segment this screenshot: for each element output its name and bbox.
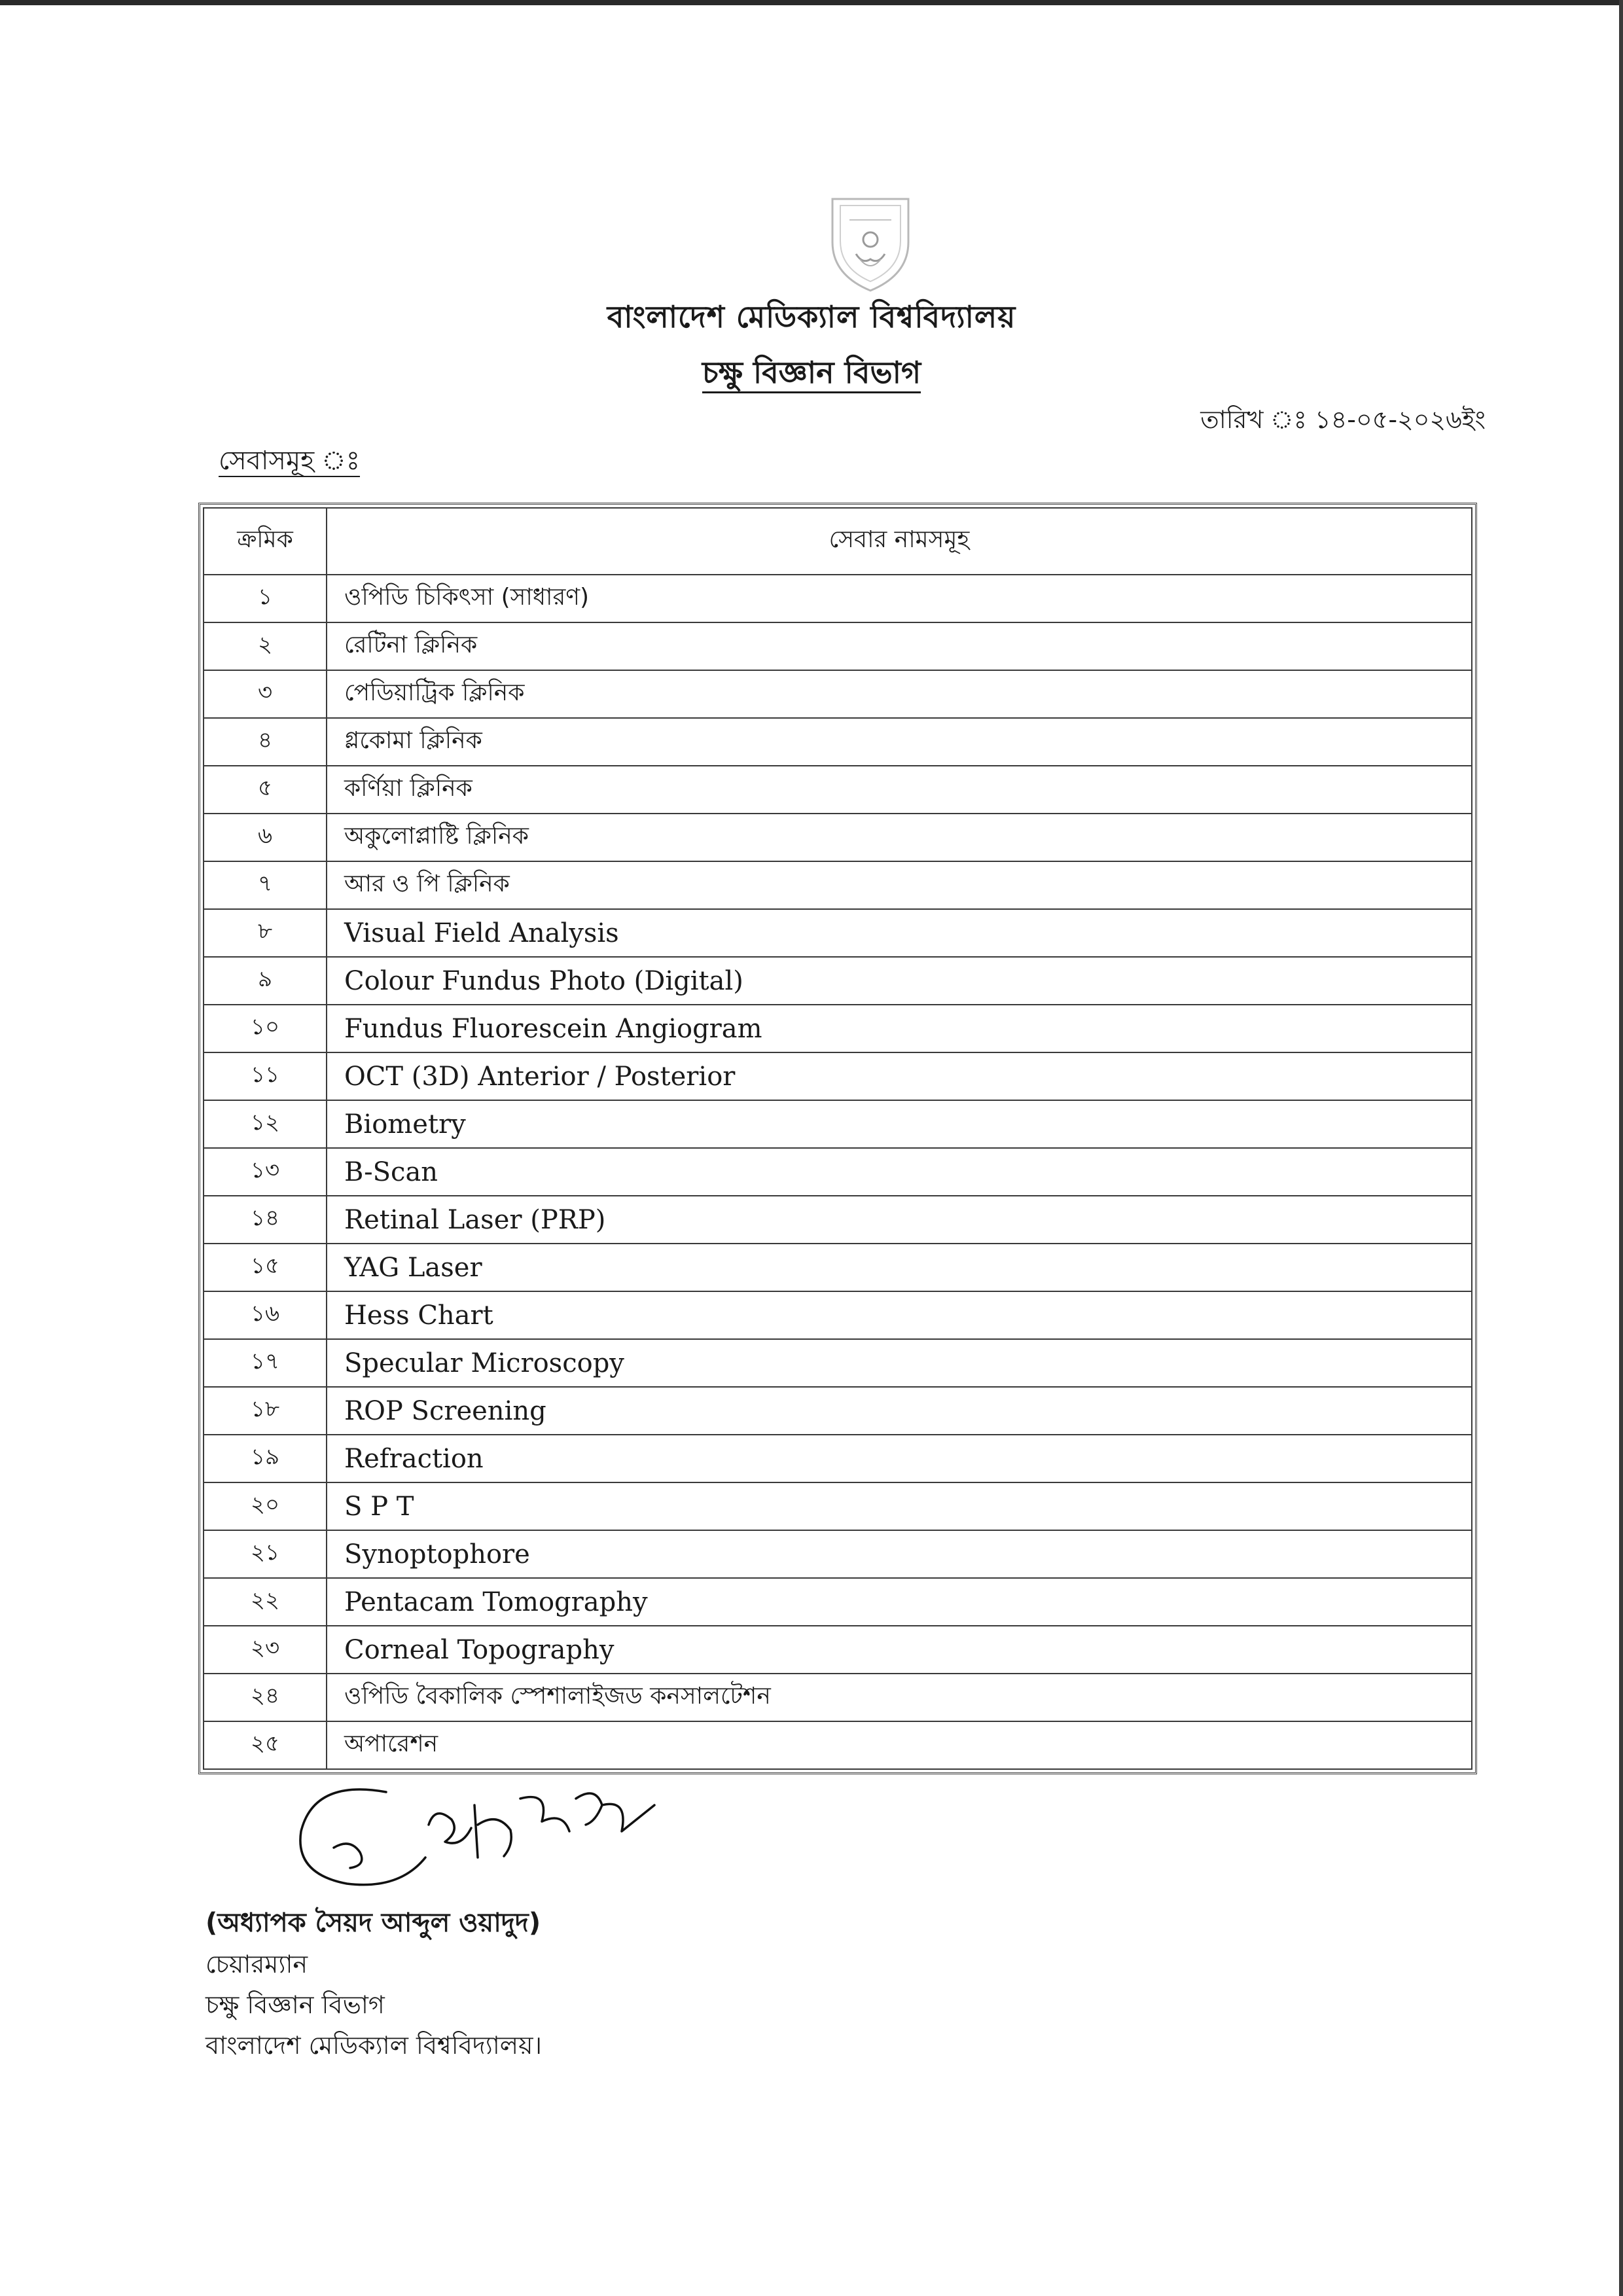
service-name: B-Scan — [327, 1148, 1472, 1196]
service-name: অপারেশন — [327, 1721, 1472, 1769]
table-row — [204, 1626, 1472, 1674]
service-name: ওপিডি বৈকালিক স্পেশালাইজড কনসালটেশন — [327, 1674, 1472, 1721]
service-name: অকুলোপ্লাষ্টি ক্লিনিক — [327, 814, 1472, 861]
service-name: Pentacam Tomography — [327, 1578, 1472, 1626]
service-name: গ্লকোমা ক্লিনিক — [327, 718, 1472, 766]
table-row — [204, 1674, 1472, 1721]
table-row — [204, 1435, 1472, 1482]
table-row — [204, 718, 1472, 766]
services-table — [203, 507, 1472, 1770]
service-name: Retinal Laser (PRP) — [327, 1196, 1472, 1244]
document-date: তারিখ ঃ ১৪-০৫-২০২৬ইং — [1200, 405, 1486, 434]
service-name: Specular Microscopy — [327, 1339, 1472, 1387]
service-serial: ১৪ — [204, 1196, 327, 1244]
university-crest-icon — [826, 191, 915, 296]
table-row — [204, 1291, 1472, 1339]
table-row — [204, 575, 1472, 622]
table-row — [204, 1339, 1472, 1387]
table-row — [204, 1244, 1472, 1291]
service-name-column-header: সেবার নামসমূহ — [327, 508, 1472, 575]
service-name: রেটিনা ক্লিনিক — [327, 622, 1472, 670]
signatory-name: (অধ্যাপক সৈয়দ আব্দুল ওয়াদুদ) — [205, 1908, 541, 1938]
service-name: ওপিডি চিকিৎসা (সাধারণ) — [327, 575, 1472, 622]
service-name: Fundus Fluorescein Angiogram — [327, 1005, 1472, 1052]
service-serial: ১০ — [204, 1005, 327, 1052]
service-serial: ২৪ — [204, 1674, 327, 1721]
table-row — [204, 1387, 1472, 1435]
signatory-designation: চেয়ারম্যান — [205, 1950, 308, 1979]
service-serial: ৪ — [204, 718, 327, 766]
serial-column-header: ক্রমিক — [204, 508, 327, 575]
table-row — [204, 1100, 1472, 1148]
service-name: Corneal Topography — [327, 1626, 1472, 1674]
services-table-body — [204, 575, 1472, 1769]
service-serial: ৬ — [204, 814, 327, 861]
table-row — [204, 766, 1472, 814]
services-heading: সেবাসমূহ ঃ — [219, 446, 361, 476]
service-name: Biometry — [327, 1100, 1472, 1148]
service-name: YAG Laser — [327, 1244, 1472, 1291]
service-serial: ৩ — [204, 670, 327, 718]
service-name: Colour Fundus Photo (Digital) — [327, 957, 1472, 1005]
service-name: Visual Field Analysis — [327, 909, 1472, 957]
service-serial: ১৬ — [204, 1291, 327, 1339]
signatory-department: চক্ষু বিজ্ঞান বিভাগ — [205, 1990, 385, 2019]
service-serial: ২৫ — [204, 1721, 327, 1769]
service-serial: ১২ — [204, 1100, 327, 1148]
service-serial: ১৫ — [204, 1244, 327, 1291]
table-row — [204, 909, 1472, 957]
service-serial: ২ — [204, 622, 327, 670]
service-serial: ২২ — [204, 1578, 327, 1626]
service-serial: ১৩ — [204, 1148, 327, 1196]
table-row — [204, 957, 1472, 1005]
table-row — [204, 861, 1472, 909]
scan-top-edge — [0, 0, 1623, 5]
service-serial: ১৯ — [204, 1435, 327, 1482]
service-name: আর ও পি ক্লিনিক — [327, 861, 1472, 909]
service-name: কর্ণিয়া ক্লিনিক — [327, 766, 1472, 814]
table-row — [204, 1530, 1472, 1578]
service-serial: ২১ — [204, 1530, 327, 1578]
service-name: ROP Screening — [327, 1387, 1472, 1435]
table-row — [204, 814, 1472, 861]
service-serial: ৯ — [204, 957, 327, 1005]
table-row — [204, 1148, 1472, 1196]
service-name: পেডিয়াট্রিক ক্লিনিক — [327, 670, 1472, 718]
university-title: বাংলাদেশ মেডিক্যাল বিশ্ববিদ্যালয় — [607, 299, 1016, 334]
service-serial: ৮ — [204, 909, 327, 957]
service-serial: ১১ — [204, 1052, 327, 1100]
service-serial: ১ — [204, 575, 327, 622]
handwritten-signature — [288, 1759, 694, 1897]
table-row — [204, 1052, 1472, 1100]
service-serial: ১৮ — [204, 1387, 327, 1435]
signatory-university: বাংলাদেশ মেডিক্যাল বিশ্ববিদ্যালয়। — [205, 2031, 543, 2060]
service-serial: ১৭ — [204, 1339, 327, 1387]
table-row — [204, 1005, 1472, 1052]
service-serial: ৭ — [204, 861, 327, 909]
service-name: Hess Chart — [327, 1291, 1472, 1339]
service-serial: ২০ — [204, 1482, 327, 1530]
service-name: Refraction — [327, 1435, 1472, 1482]
table-header-row — [204, 508, 1472, 575]
service-serial: ২৩ — [204, 1626, 327, 1674]
department-title: চক্ষু বিজ্ঞান বিভাগ — [0, 350, 1623, 400]
table-row — [204, 1196, 1472, 1244]
service-serial: ৫ — [204, 766, 327, 814]
service-name: OCT (3D) Anterior / Posterior — [327, 1052, 1472, 1100]
scan-right-edge — [1619, 0, 1623, 2296]
table-row — [204, 622, 1472, 670]
table-row — [204, 670, 1472, 718]
table-row — [204, 1578, 1472, 1626]
service-name: S P T — [327, 1482, 1472, 1530]
service-name: Synoptophore — [327, 1530, 1472, 1578]
table-row — [204, 1482, 1472, 1530]
